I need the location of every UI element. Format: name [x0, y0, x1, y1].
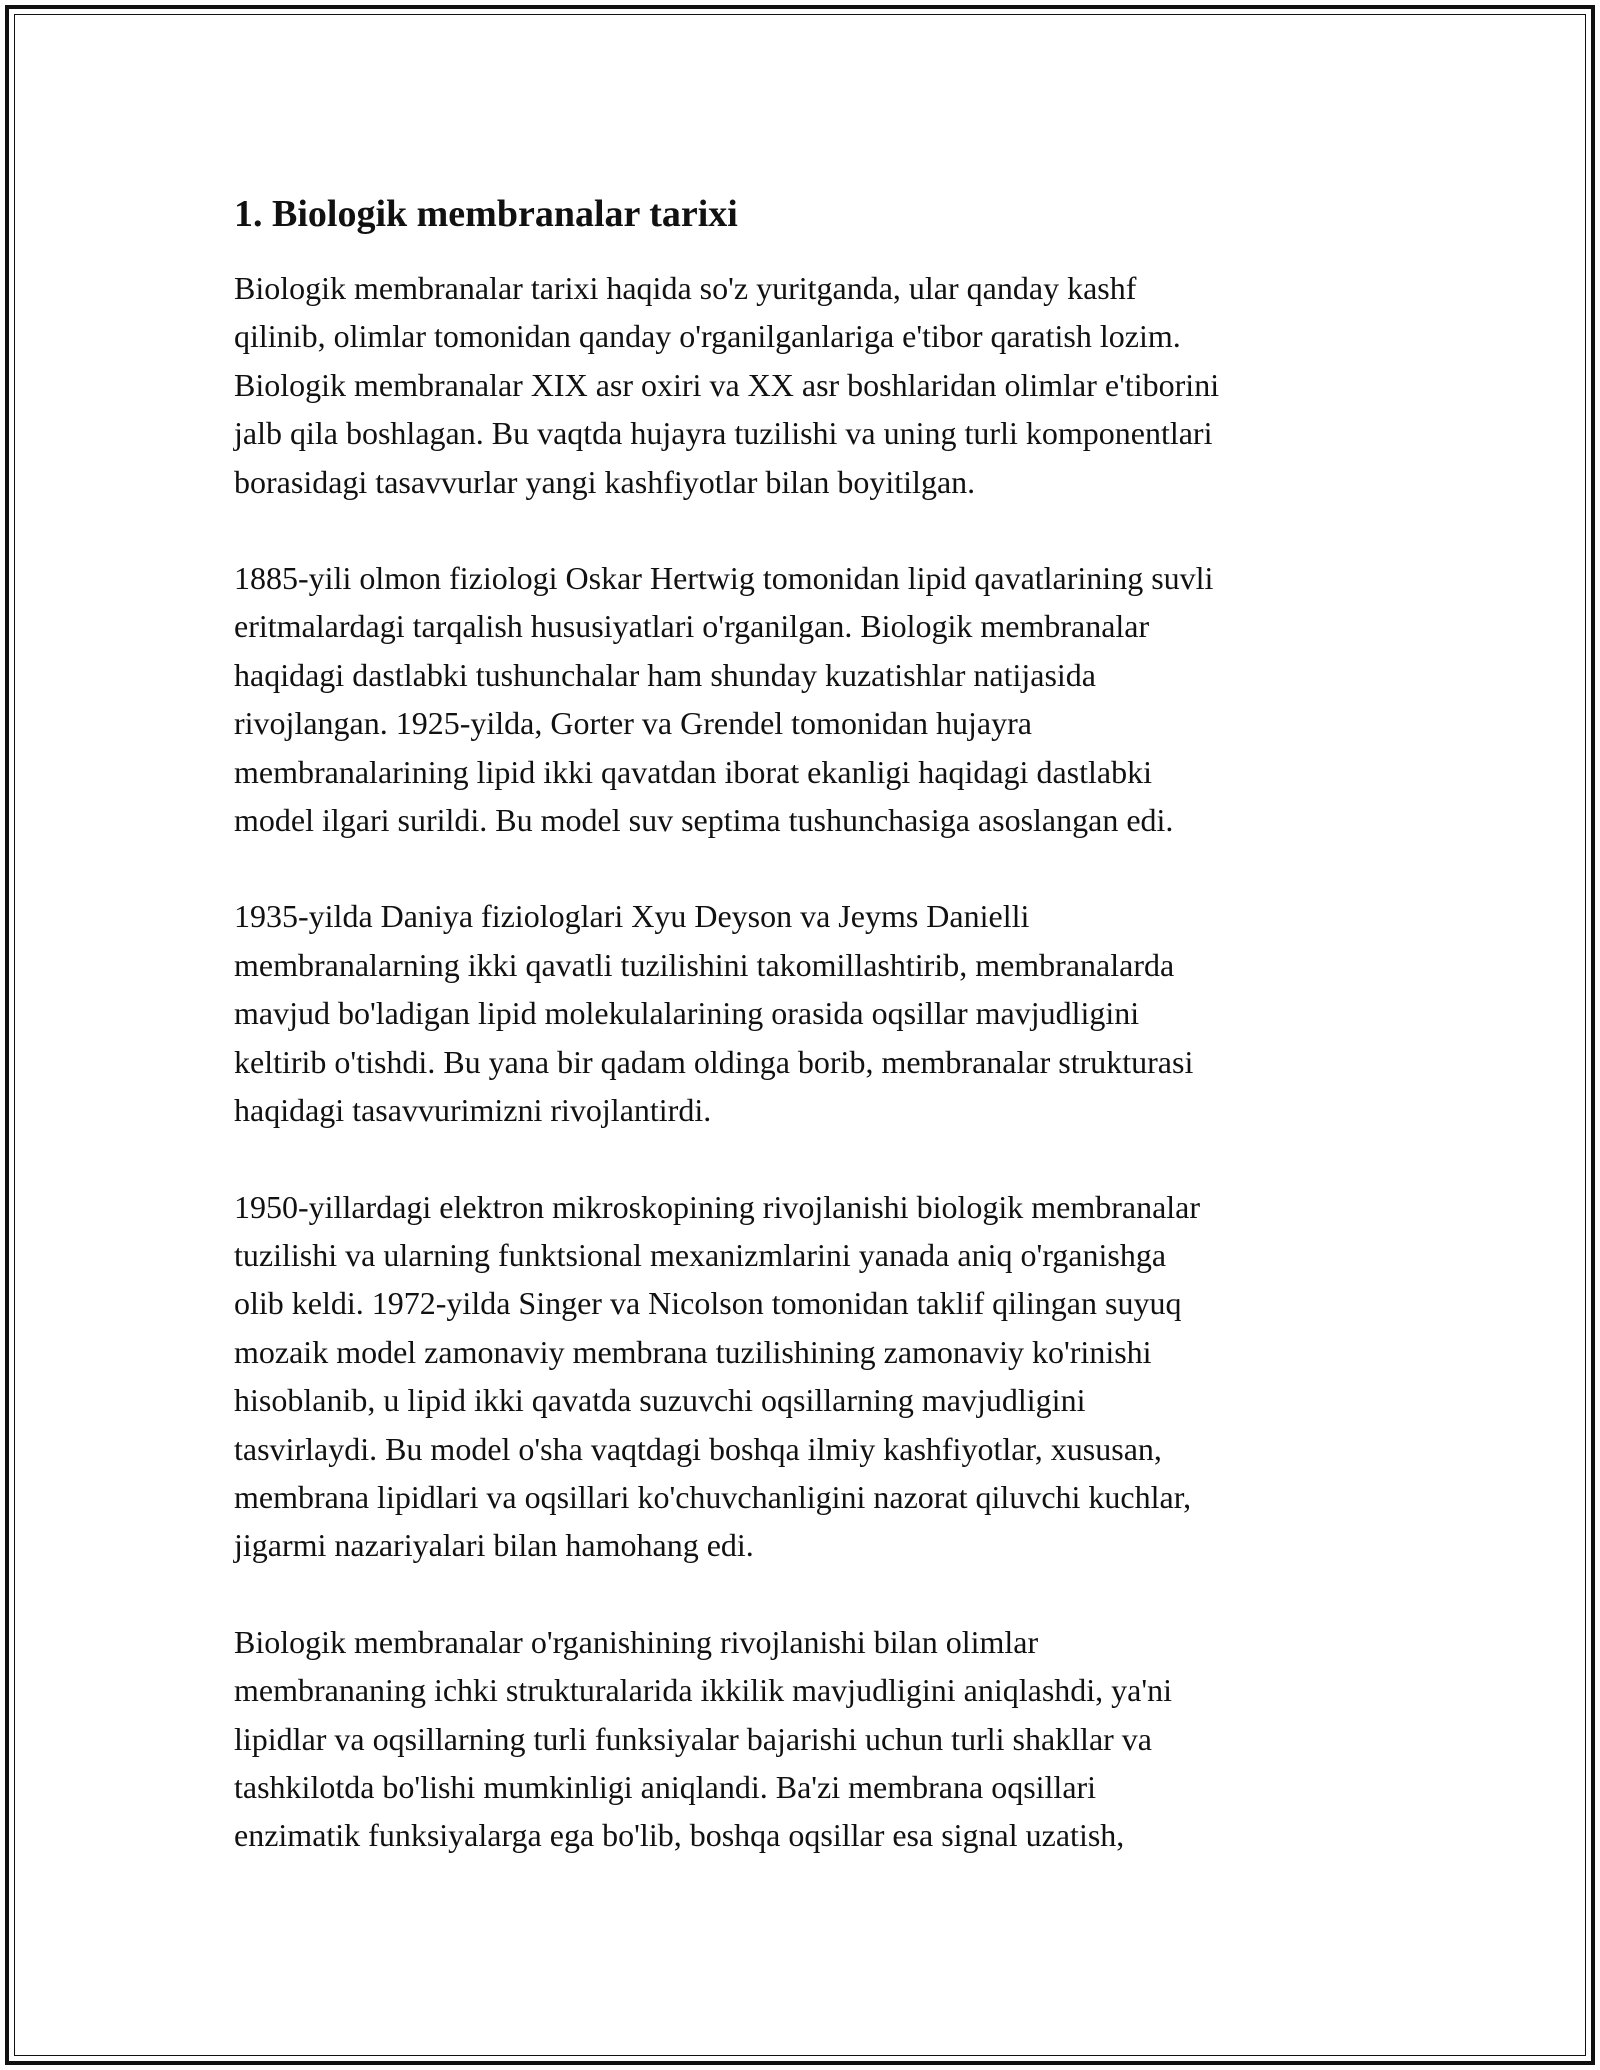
paragraph-introduction: Biologik membranalar tarixi haqida so'z yuritganda, ular qanday kashf qilinib, olimlar tomonidan qanday o'rganilganlariga e'tibor qaratish lozim. Biologik membranalar XIX asr oxiri va XX asr boshlaridan olimlar e'tiborini jalb qila boshlagan. Bu vaqtda hujayra tuzilishi va uning turli komponentlari borasidagi tasavvurlar yangi kashfiyotlar bilan boyitilgan.	[234, 270, 1220, 500]
paragraph-structure-functions: Biologik membranalar o'rganishining rivojlanishi bilan olimlar membrananing ichki strukturalarida ikkilik mavjudligini aniqlashdi, ya'ni lipidlar va oqsillarning turli funksiyalar bajarishi uchun turli shakllar va tashkilotda bo'lishi mumkinligi aniqlandi. Ba'zi membrana oqsillari enzimatik funksiyalarga ega bo'lib, boshqa oqsillar esa signal uzatish,	[234, 1623, 1173, 1854]
paragraph-1885-1925: 1885-yili olmon fiziologi Oskar Hertwig tomonidan lipid qavatlarining suvli eritmalardagi tarqalish hususiyatlari o'rganilgan. Biologik membranalar haqidagi dastlabki tushunchalar ham shunday kuzatishlar natijasida rivojlangan. 1925-yilda, Gorter va Grendel tomonidan hujayra membranalarining lipid ikki qavatdan iborat ekanligi haqidagi dastlabki model ilgari surildi. Bu model suv septima tushunchasiga asoslangan edi.	[234, 560, 1214, 839]
document-body	[234, 186, 1394, 1908]
paragraph-1935: 1935-yilda Daniya fiziologlari Xyu Deyson va Jeyms Danielli membranalarning ikki qavatli tuzilishini takomillashtirib, membranalarda mavjud bo'ladigan lipid molekulalarining orasida oqsillar mavjudligini keltirib o'tishdi. Bu yana bir qadam oldinga borib, membranalar strukturasi haqidagi tasavvurimizni rivojlantirdi.	[234, 898, 1194, 1129]
section-heading: 1. Biologik membranalar tarixi	[234, 193, 738, 235]
paragraph-1950-1972: 1950-yillardagi elektron mikroskopining rivojlanishi biologik membranalar tuzilishi va ularning funktsional mexanizmlarini yanada aniq o'rganishga olib keldi. 1972-yilda Singer va Nicolson tomonidan taklif qilingan suyuq mozaik model zamonaviy membrana tuzilishining zamonaviy ko'rinishi hisoblanib, u lipid ikki qavatda suzuvchi oqsillarning mavjudligini tasvirlaydi. Bu model o'sha vaqtdagi boshqa ilmiy kashfiyotlar, xususan, membrana lipidlari va oqsillari ko'chuvchanligini nazorat qiluvchi kuchlar, jigarmi nazariyalari bilan hamohang edi.	[234, 1188, 1201, 1564]
